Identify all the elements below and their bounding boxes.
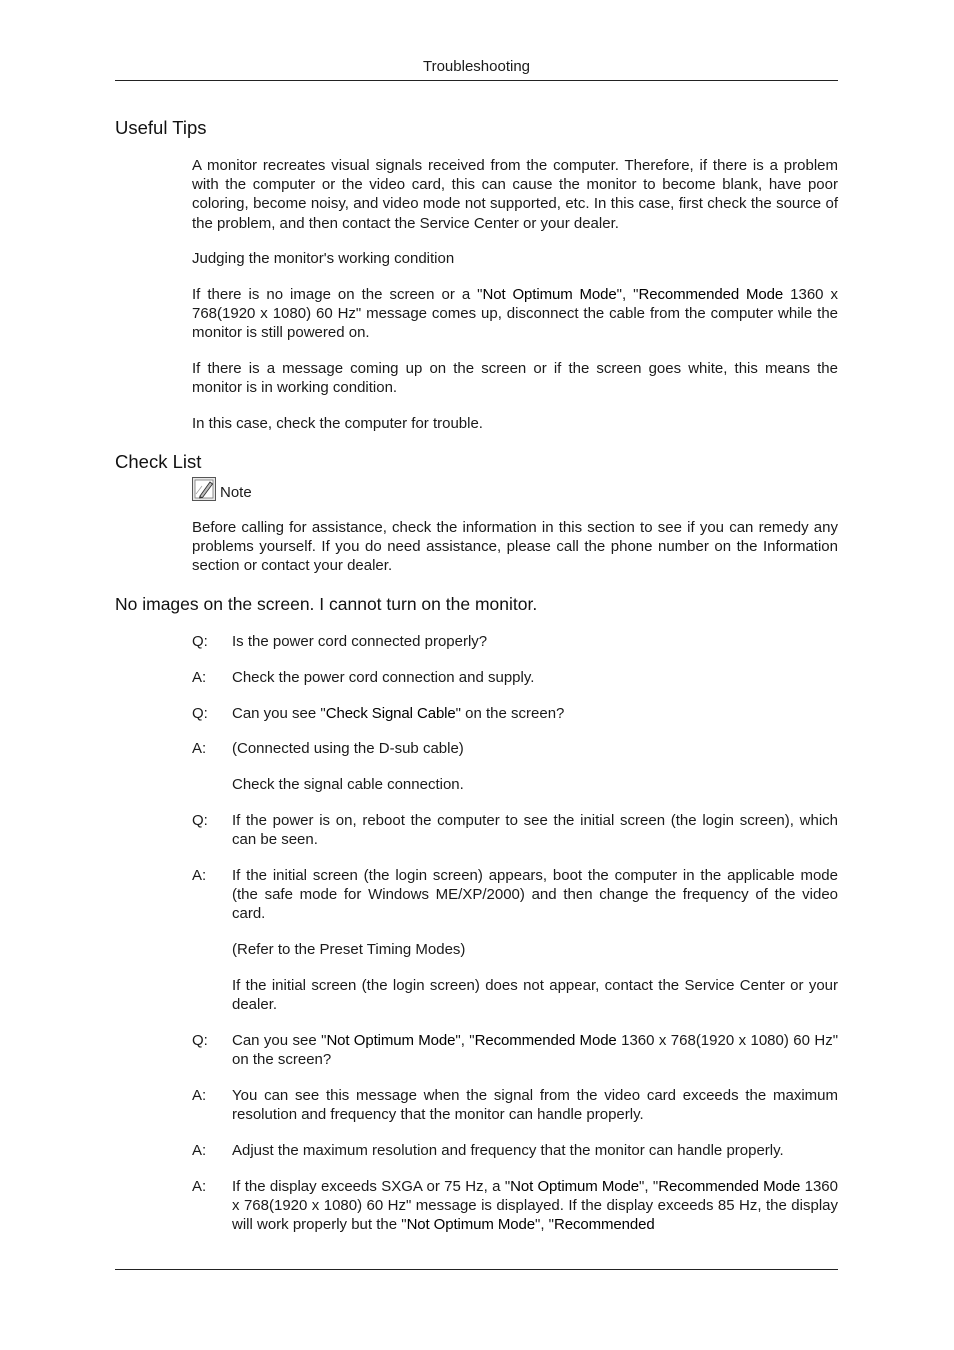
mode-name: Not Optimum Mode [406,1216,536,1234]
note-icon [192,477,216,501]
paragraph-before-calling: Before calling for assistance, check the information in this section to see if you can remedy any problems yourself. If you do need assistance, please call the phone number on the Information section or contact your dealer. [192,519,838,575]
qa-text: Adjust the maximum resolution and frequency that the monitor can handle properly. [232,1142,784,1159]
header-rule [115,80,838,81]
qa-tag: A: [192,867,207,884]
mode-name: Not Optimum Mode [510,1178,640,1195]
qa-text: If the power is on, reboot the computer to see the initial screen (the login screen), which can be seen. [232,812,838,849]
qa-text: Check the power cord connection and supply. [232,669,535,686]
qa-tag: Q: [192,1032,208,1049]
text-run: If there is no image on the screen or a " [192,286,483,303]
qa-tag: Q: [192,812,208,829]
qa-text: Is the power cord connected properly? [232,633,488,650]
paragraph-working-condition: If there is a message coming up on the screen or if the screen goes white, this means the monitor is in working condition. [192,360,838,397]
text-run: ", " [639,1178,659,1195]
qa-tag: A: [192,669,207,686]
mode-name: Recommended Mode [658,1178,801,1195]
mode-name: Recommended [554,1216,655,1234]
text-run: If the display exceeds SXGA or 75 Hz, a " [232,1178,511,1195]
paragraph-intro: A monitor recreates visual signals received from the computer. Therefore, if there is a problem with the computer or the video card, this can cause the monitor to become blank, have poor coloring, become noisy, and video mode not supported, etc. In this case, first check the source of the problem, and then contact the Service Center or your dealer. [192,157,838,232]
section-heading-check-list: Check List [115,451,202,472]
text-run: ", " [535,1216,554,1234]
qa-text: You can see this message when the signal from the video card exceeds the maximum resolution and frequency that the monitor can handle properly. [232,1087,838,1124]
qa-text [232,704,838,723]
text-run: 1360 x 768(1920 x 1080) 60 Hz" message is displayed. If the display exceeds 85 Hz, the display will work properly but the " [232,1178,838,1234]
qa-tag: A: [192,1142,207,1159]
qa-tag: A: [192,1178,207,1195]
subsection-heading-no-images: No images on the screen. I cannot turn on the monitor. [115,594,538,614]
footer-rule [115,1269,838,1270]
running-header: Troubleshooting [422,58,530,75]
text-run: Can you see " [232,1032,327,1049]
paragraph-judging: Judging the monitor's working condition [192,250,455,267]
qa-tag: Q: [192,633,208,650]
text-run: " on the screen? [455,705,565,722]
text-run: 1360 x 768(1920 x 1080) 60 Hz" message comes up, disconnect the cable from the computer while the monitor is still powered on. [192,286,839,342]
text-run: Can you see " [232,705,326,722]
qa-text: If the initial screen (the login screen) does not appear, contact the Service Center or your dealer. [232,977,838,1014]
text-run: ", " [616,286,639,303]
note-label: Note [220,484,252,501]
message-name: Check Signal Cable [325,705,456,722]
mode-name: Recommended Mode [638,286,784,303]
qa-tag: A: [192,1087,207,1104]
qa-text: If the initial screen (the login screen) appears, boot the computer in the applicable mode (the safe mode for Windows ME/XP/2000) and then change the frequency of the video card. [232,867,838,923]
qa-text [232,1177,838,1235]
qa-text: (Refer to the Preset Timing Modes) [232,941,466,958]
qa-text [232,1031,838,1069]
paragraph-check-computer: In this case, check the computer for trouble. [192,415,483,432]
text-run: ", " [455,1032,475,1049]
qa-tag: Q: [192,705,208,722]
mode-name: Not Optimum Mode [482,286,617,303]
qa-text: (Connected using the D-sub cable) [232,740,464,757]
qa-text: Check the signal cable connection. [232,776,464,793]
qa-tag: A: [192,740,207,757]
mode-name: Not Optimum Mode [326,1032,456,1049]
paragraph-no-image [192,285,838,343]
text-run: 1360 x 768(1920 x 1080) 60 Hz" on the screen? [232,1032,839,1069]
mode-name: Recommended Mode [474,1032,617,1049]
note-callout [192,473,252,501]
section-heading-useful-tips: Useful Tips [115,117,207,138]
